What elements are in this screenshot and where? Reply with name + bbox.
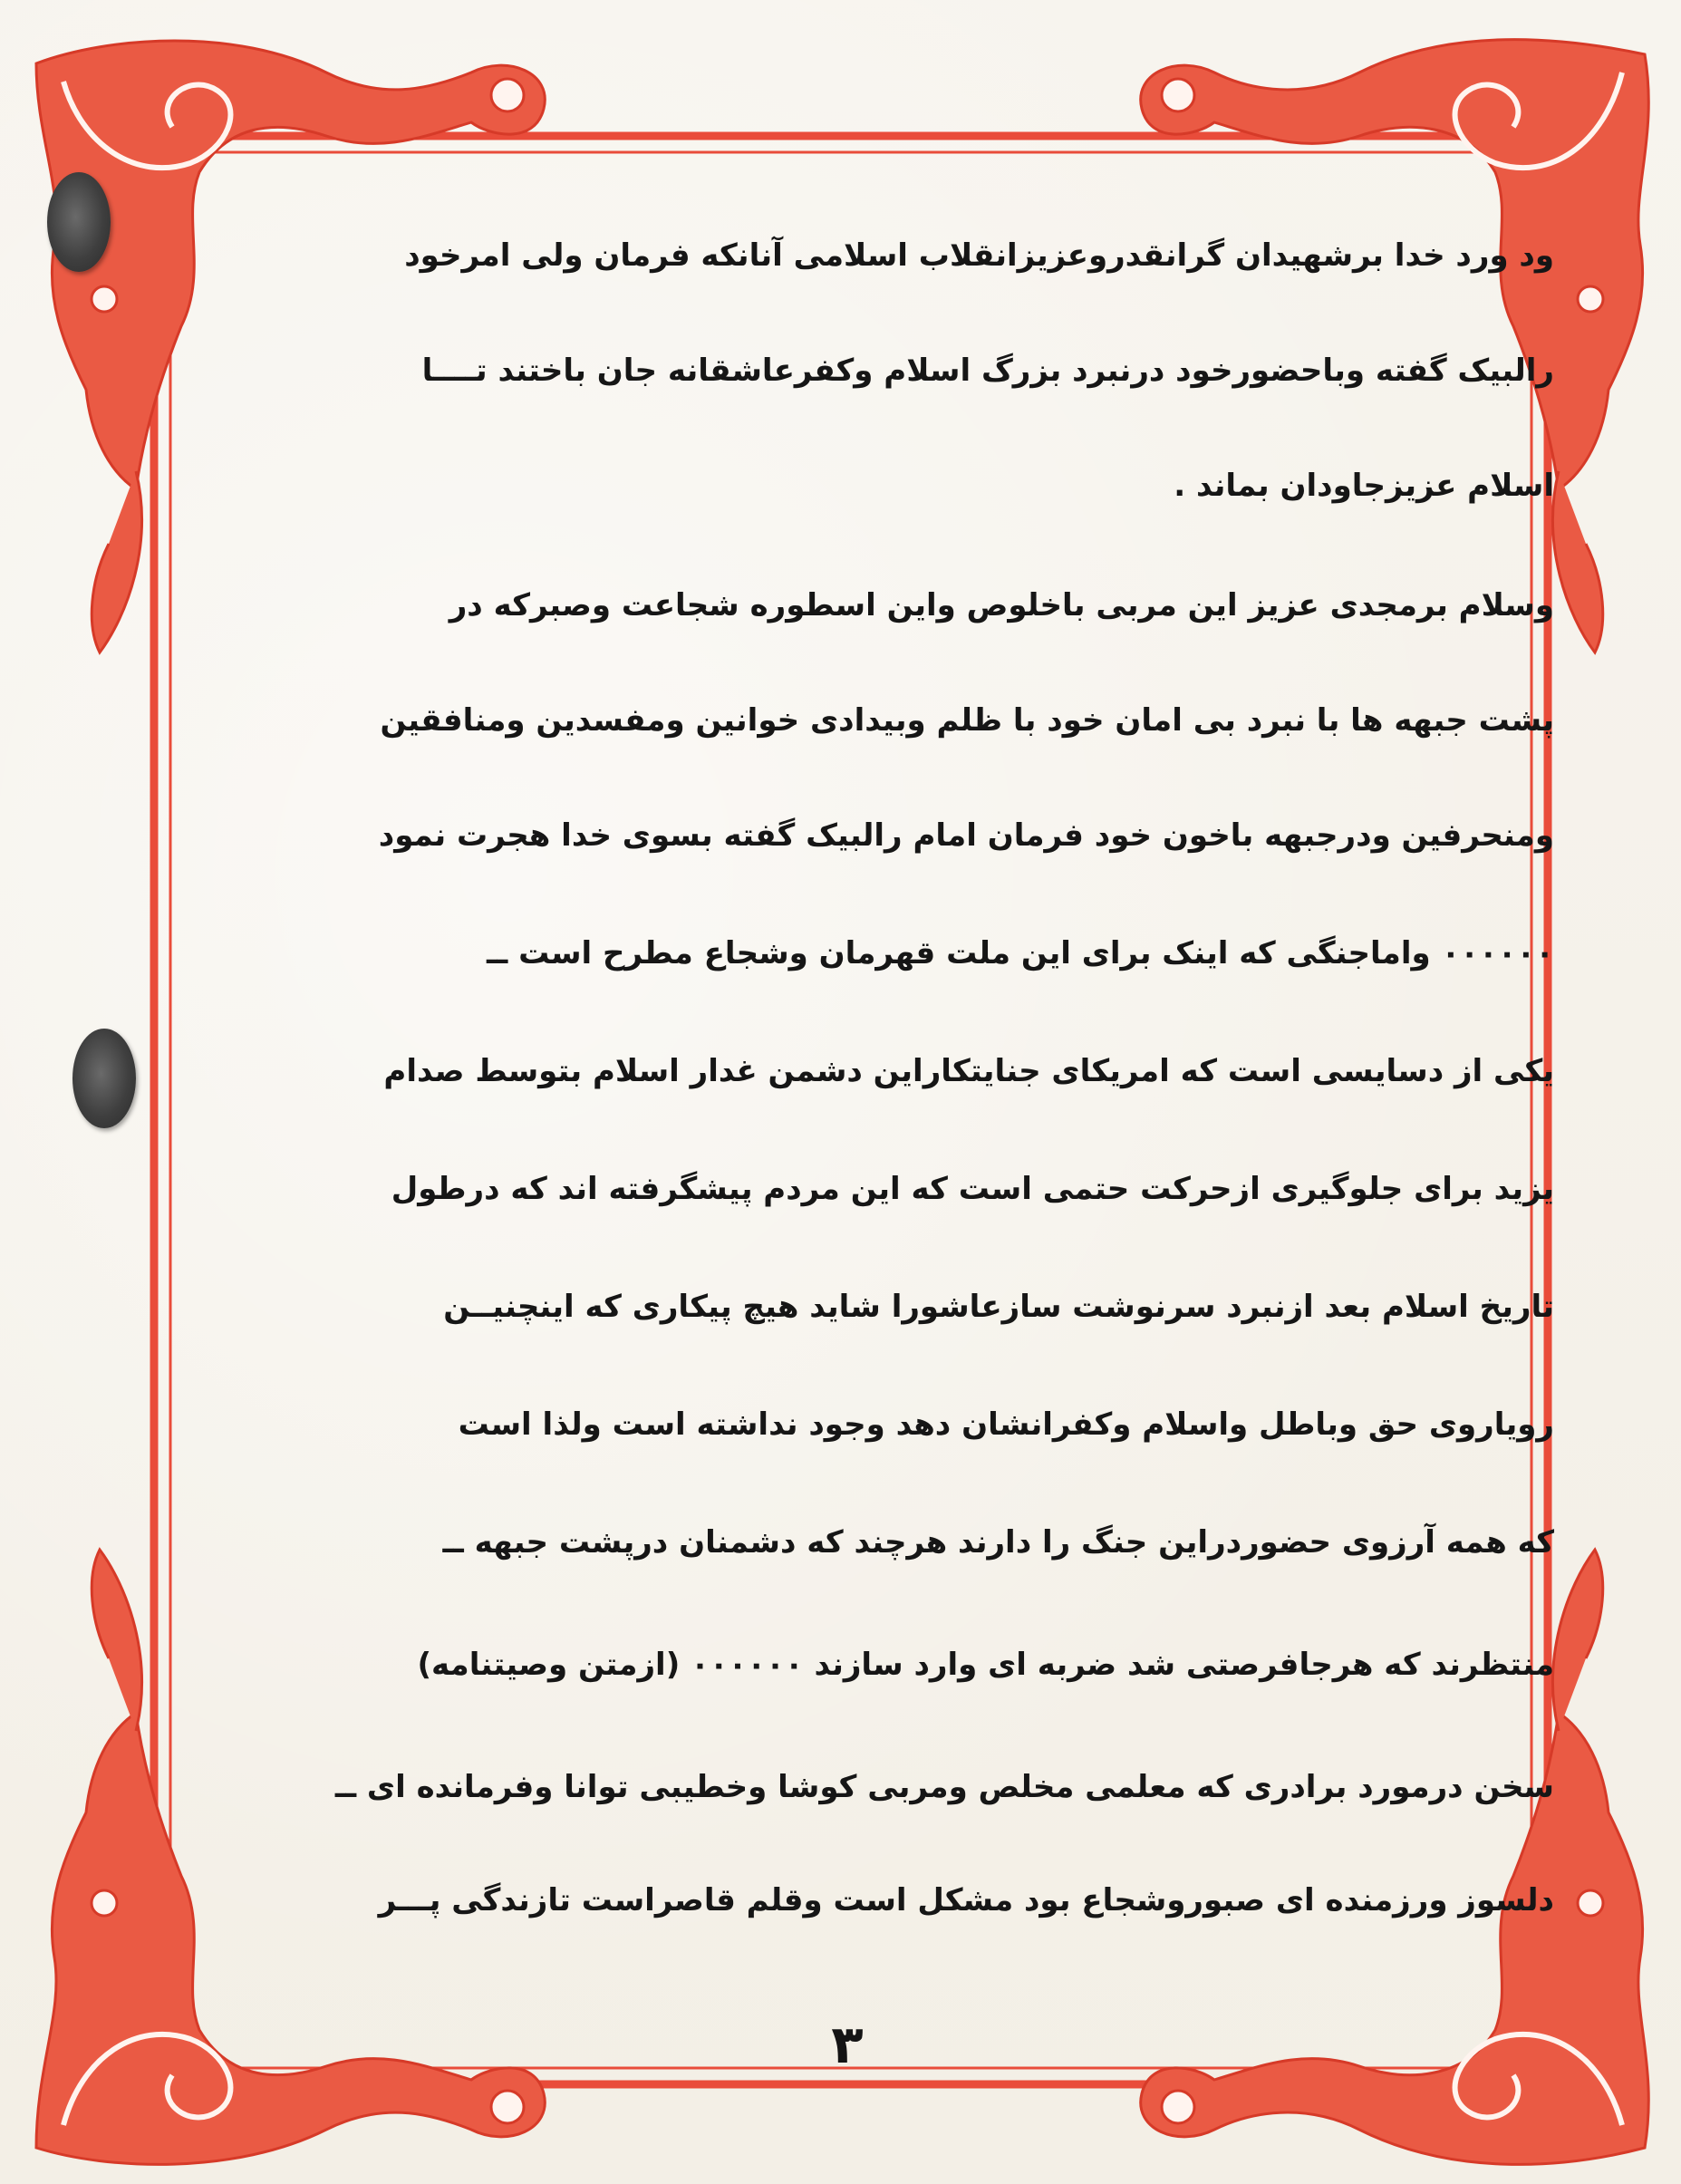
text-line: دلسوز ورزمنده ای صبوروشجاع بود مشکل است وقلم قاصراست تازندگی پـــر: [378, 1882, 1554, 1918]
binder-hole-middle: [72, 1029, 136, 1128]
text-line: ومنحرفین ودرجبهه باخون خود فرمان امام رالبیک گفته بسوی خدا هجرت نمود: [378, 817, 1554, 854]
text-line: رالبیک گفته وباحضورخود درنبرد بزرگ اسلام وکفرعاشقانه جان باختند تــــا: [421, 353, 1554, 389]
binder-hole-top: [47, 172, 111, 272]
text-line: تاریخ اسلام بعد ازنبرد سرنوشت سازعاشورا شاید هیچ پیکاری که اینچنیــن: [443, 1289, 1554, 1325]
text-line: ۰۰۰۰۰۰ واماجنگی که اینک برای این ملت قهرمان وشجاع مطرح است ــ: [487, 935, 1554, 971]
text-line: وسلام برمجدی عزیز این مربی باخلوص واین اسطوره شجاعت وصبرکه در: [449, 587, 1554, 623]
text-line: رویاروی حق وباطل واسلام وکفرانشان دهد وجود نداشته است ولذا است: [458, 1406, 1554, 1443]
text-line: که همه آرزوی حضوردراین جنگ را دارند هرچند که دشمنان درپشت جبهه ــ: [442, 1524, 1554, 1561]
text-line: یکی از دسایسی است که امریکای جنایتکاراین دشمن غدار اسلام بتوسط صدام: [383, 1053, 1554, 1089]
text-line: یزید برای جلوگیری ازحرکت حتمی است که این مردم پیشگرفته اند که درطول: [391, 1171, 1554, 1207]
page-number: ۳: [831, 2014, 864, 2075]
text-line: پشت جبهه ها با نبرد بی امان خود با ظلم وبیدادی خوانین ومفسدین ومنافقین: [380, 702, 1554, 739]
text-line: اسلام عزیزجاودان بماند .: [1174, 468, 1554, 504]
text-line: سخن درمورد برادری که معلمی مخلص ومربی کوشا وخطیبی توانا وفرمانده ای ــ: [334, 1769, 1554, 1805]
body-text: [208, 237, 1554, 1941]
text-line: ود ورد خدا برشهیدان گرانقدروعزیزانقلاب اسلامی آنانکه فرمان ولی امرخود: [404, 237, 1554, 274]
text-line: منتظرند که هرجافرصتی شد ضربه ای وارد سازند ۰۰۰۰۰۰ (ازمتن وصیتنامه): [417, 1647, 1554, 1683]
